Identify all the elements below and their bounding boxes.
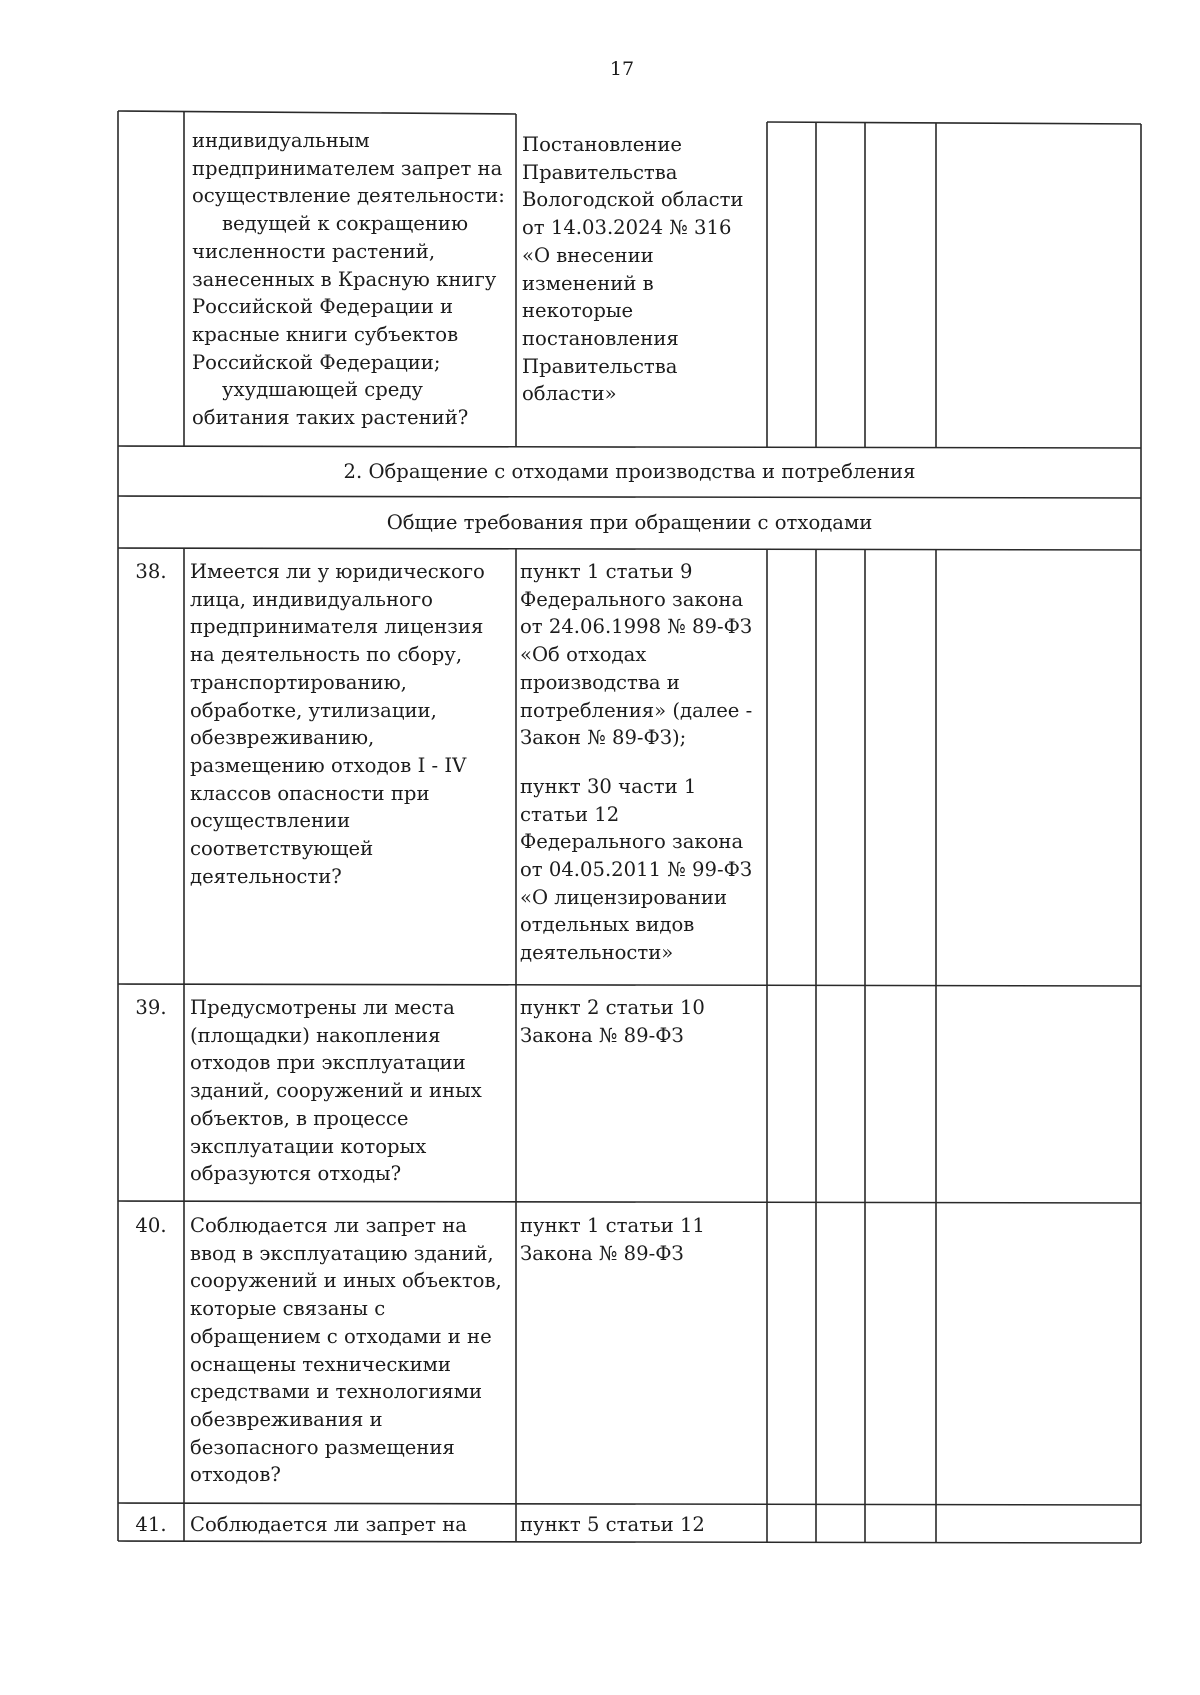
question-line: численности растений, (192, 239, 436, 263)
question-line: обезвреживания и (190, 1407, 383, 1431)
question-line: классов опасности при (190, 781, 430, 805)
law-line: Закона № 89-ФЗ (520, 1023, 684, 1047)
question-line: отходов? (190, 1463, 281, 1487)
question-line: предпринимателем запрет на (192, 156, 503, 180)
question-line: предпринимателя лицензия (190, 615, 484, 639)
question-line: ведущей к сокращению (222, 212, 469, 236)
question-line: Предусмотрены ли места (190, 996, 455, 1019)
question-line: деятельности? (190, 864, 342, 888)
row-40-law (520, 1212, 764, 1267)
question-line: ввод в эксплуатацию зданий, (190, 1241, 494, 1265)
question-line: объектов, в процессе (190, 1106, 409, 1130)
question-line: занесенных в Красную книгу (192, 267, 497, 291)
law-line: постановления (522, 326, 679, 350)
subsection-heading: Общие требования при обращении с отходами (386, 511, 873, 534)
question-line: Имеется ли у юридического (190, 560, 485, 583)
question-line: лица, индивидуального (190, 587, 433, 611)
law-line: деятельности» (520, 941, 674, 965)
row-number: 38. (135, 560, 167, 583)
row-38-question (190, 558, 512, 890)
row-continuation-question (192, 127, 512, 432)
law-line: «О внесении (522, 243, 654, 267)
section-heading: 2. Обращение с отходами производства и потребления (343, 460, 916, 483)
question-line: которые связаны с (190, 1297, 386, 1321)
question-line: Соблюдается ли запрет на (190, 1513, 467, 1536)
question-line: размещению отходов I - IV (190, 753, 467, 777)
question-line: транспортированию, (190, 670, 407, 694)
question-line: Российской Федерации и (192, 295, 454, 319)
law-line: отдельных видов (520, 913, 695, 937)
row-number: 40. (135, 1214, 167, 1237)
law-line: пункт 1 статьи 9 (520, 560, 693, 583)
question-line: сооружений и иных объектов, (190, 1269, 502, 1293)
question-line: Российской Федерации; (192, 350, 441, 374)
law-line: Закон № 89-ФЗ); (520, 726, 687, 750)
law-line: пункт 1 статьи 11 (520, 1214, 705, 1237)
question-line: осуществление деятельности: (192, 184, 505, 208)
row-41-question (190, 1511, 512, 1539)
question-line: на деятельность по сбору, (190, 643, 463, 667)
row-40-question (190, 1212, 512, 1489)
question-line: соответствующей (190, 837, 374, 861)
page-number: 17 (609, 58, 635, 80)
law-line: «О лицензировании (520, 885, 728, 909)
question-line: средствами и технологиями (190, 1380, 483, 1404)
question-line: зданий, сооружений и иных (190, 1079, 482, 1103)
law-line: от 14.03.2024 № 316 (522, 216, 732, 240)
law-line: Постановление (522, 133, 683, 156)
law-line: пункт 2 статьи 10 (520, 996, 705, 1019)
row-39-law (520, 994, 764, 1049)
question-line: (площадки) накопления (190, 1023, 441, 1047)
law-line: «Об отходах (520, 643, 647, 667)
law-line: потребления» (далее - (520, 698, 753, 722)
question-line: ухудшающей среду (222, 378, 423, 402)
row-38-law (520, 558, 764, 967)
law-line: Федерального закона (520, 587, 744, 611)
row-41-law (520, 1511, 764, 1539)
law-line: от 24.06.1998 № 89-ФЗ (520, 615, 753, 639)
question-line: обезвреживанию, (190, 726, 375, 750)
question-line: обитания таких растений? (192, 406, 469, 430)
row-number: 39. (135, 996, 167, 1019)
law-line: Вологодской области (522, 188, 744, 212)
row-39-question (190, 994, 512, 1188)
question-line: эксплуатации которых (190, 1134, 427, 1158)
law-line: пункт 30 части 1 (520, 774, 697, 798)
law-line: пункт 5 статьи 12 (520, 1513, 705, 1536)
law-line: производства и (520, 670, 680, 694)
law-line: Закона № 89-ФЗ (520, 1241, 684, 1265)
law-line: Федерального закона (520, 830, 744, 854)
question-line: оснащены техническими (190, 1352, 451, 1376)
law-line: Правительства (522, 160, 678, 184)
question-line: образуются отходы? (190, 1162, 402, 1186)
row-number: 41. (135, 1513, 167, 1536)
law-line: области» (522, 382, 617, 406)
question-line: Соблюдается ли запрет на (190, 1214, 467, 1237)
question-line: обращением с отходами и не (190, 1324, 492, 1348)
law-line: изменений в (522, 271, 654, 295)
question-line: отходов при эксплуатации (190, 1051, 466, 1075)
question-line: красные книги субъектов (192, 322, 459, 346)
law-line: от 04.05.2011 № 99-ФЗ (520, 858, 753, 882)
law-line: статьи 12 (520, 802, 620, 826)
question-line: осуществлении (190, 809, 351, 833)
row-continuation-law (522, 131, 764, 408)
law-line: некоторые (522, 299, 634, 323)
question-line: обработке, утилизации, (190, 698, 437, 722)
law-line: Правительства (522, 354, 678, 378)
question-line: индивидуальным (192, 129, 370, 152)
question-line: безопасного размещения (190, 1435, 455, 1459)
